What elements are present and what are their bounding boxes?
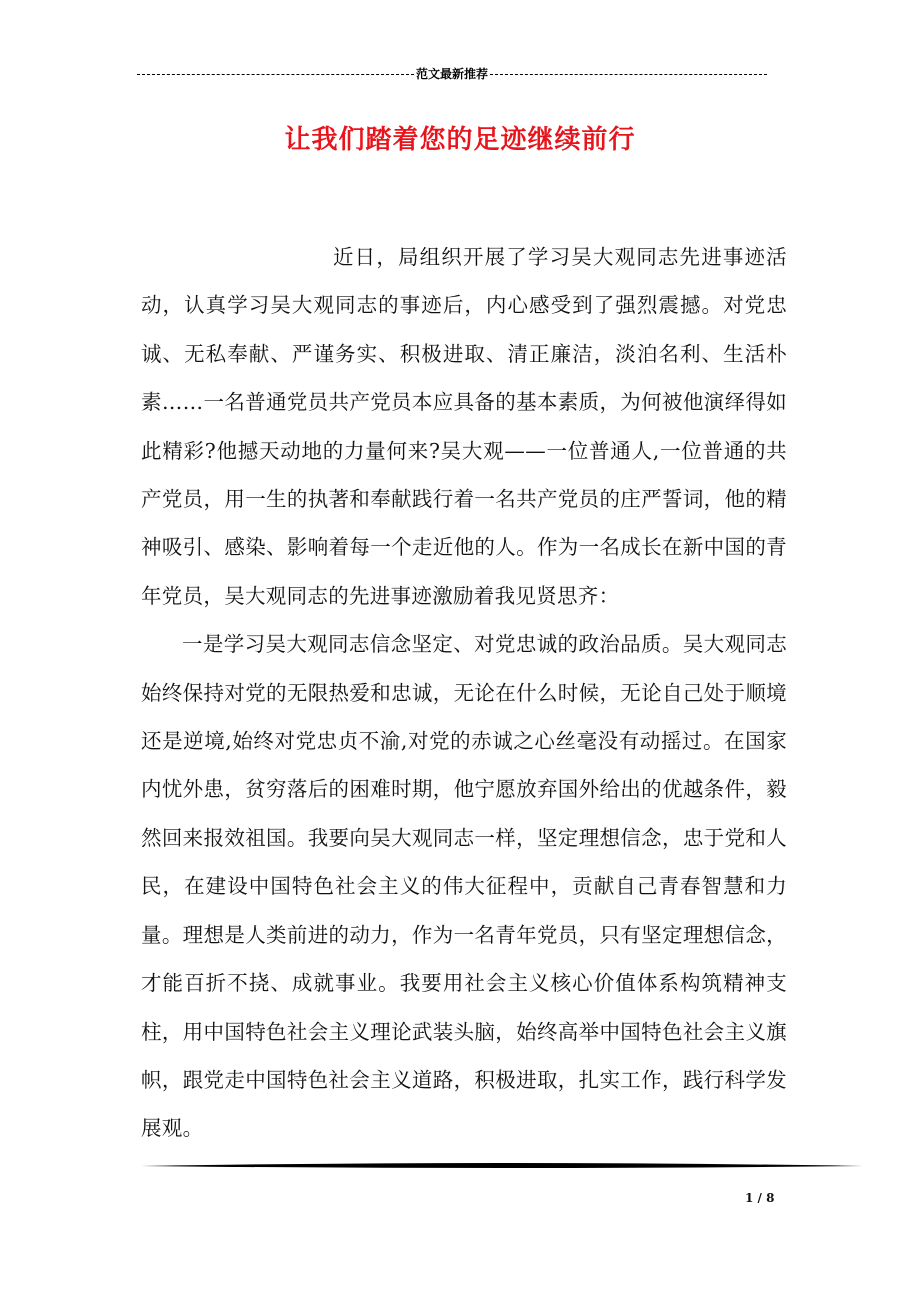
document-title: 让我们踏着您的足迹继续前行 — [284, 125, 636, 155]
page-header — [137, 66, 767, 82]
header-dashes-right — [490, 74, 767, 75]
paragraph-point-one: 一是学习吴大观同志信念坚定、对党忠诚的政治品质。吴大观同志始终保持对党的无限热爱和忠诚，无论在什么时候，无论自己处于顺境还是逆境,始终对党忠贞不渝,对党的赤诚之心丝毫没有动摇过。在国家内忧外患，贫穷落后的困难时期，他宁愿放弃国外给出的优越条件，毅然回来报效祖国。我要向吴大观同志一样，坚定理想信念，忠于党和人民，在建设中国特色社会主义的伟大征程中，贡献自己青春智慧和力量。理想是人类前进的动力，作为一名青年党员，只有坚定理想信念，才能百折不挠、成就事业。我要用社会主义核心价值体系构筑精神支柱，用中国特色社会主义理论武装头脑，始终高举中国特色社会主义旗帜，跟党走中国特色社会主义道路，积极进取，扎实工作，践行科学发展观。 — [141, 632, 787, 1141]
page-number: 1 / 8 — [745, 1191, 775, 1205]
document-body — [141, 233, 787, 1153]
header-dashes-left — [137, 74, 414, 75]
footer-rule — [141, 1160, 863, 1172]
paragraph-intro: 近日，局组织开展了学习吴大观同志先进事迹活动，认真学习吴大观同志的事迹后，内心感受到了强烈震撼。对党忠诚、无私奉献、严谨务实、积极进取、清正廉洁，淡泊名利、生活朴素……一名普通党员共产党员本应具备的基本素质，为何被他演绎得如此精彩?他撼天动地的力量何来?吴大观——一位普通人,一位普通的共产党员，用一生的执著和奉献践行着一名共产党员的庄严誓词，他的精神吸引、感染、影响着每一个走近他的人。作为一名成长在新中国的青年党员，吴大观同志的先进事迹激励着我见贤思齐： — [141, 245, 787, 608]
header-label: 范文最新推荐 — [416, 67, 489, 81]
